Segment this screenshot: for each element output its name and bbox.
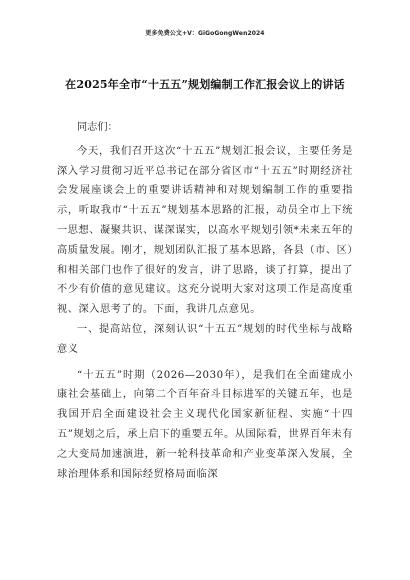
section-heading-1: 一、提高站位，深刻认识“十五五”规划的时代坐标与战略意义 [57,323,353,355]
document-title: 在2025年全市“十五五”规划编制工作汇报会议上的讲话 [65,78,345,91]
paragraph-intro: 今天，我们召开这次“十五五”规划汇报会议，主要任务是深入学习贯彻习近平总书记在部分省区市“十五五”时期经济社会发展座谈会上的重要讲话精神和对规划编制工作的重要指示，听取我市“十五五”规划基本思路的汇报，动员全市上下统一思想、凝聚共识、谋深谋实，以高水平规划引领*未来五年的高质量发展。刚才，规划团队汇报了基本思路，各县（市、区）和相关部门也作了很好的发言，讲了思路，谈了打算，提出了不少有价值的意见建议。这充分说明大家对这项工作是高度重视、深入思考了的。下面，我讲几点意见。 [57,145,353,316]
document-body [57,118,353,484]
salutation: 同志们： [77,122,118,133]
paragraph-section-1: “十五五”时期（2026—2030年），是我们在全面建成小康社会基础上，向第二个百年奋斗目标进军的关键五年，也是我国开启全面建设社会主义现代化国家新征程、实施“十四五”规划之后，承上启下的重要五年。从国际看，世界百年未有之大变局加速演进，新一轮科技革命和产业变革深入发展，全球治理体系和国际经贸格局面临深 [57,369,353,480]
header-note: 更多免费公文+V：GiGoGongWen2024 [145,30,265,37]
